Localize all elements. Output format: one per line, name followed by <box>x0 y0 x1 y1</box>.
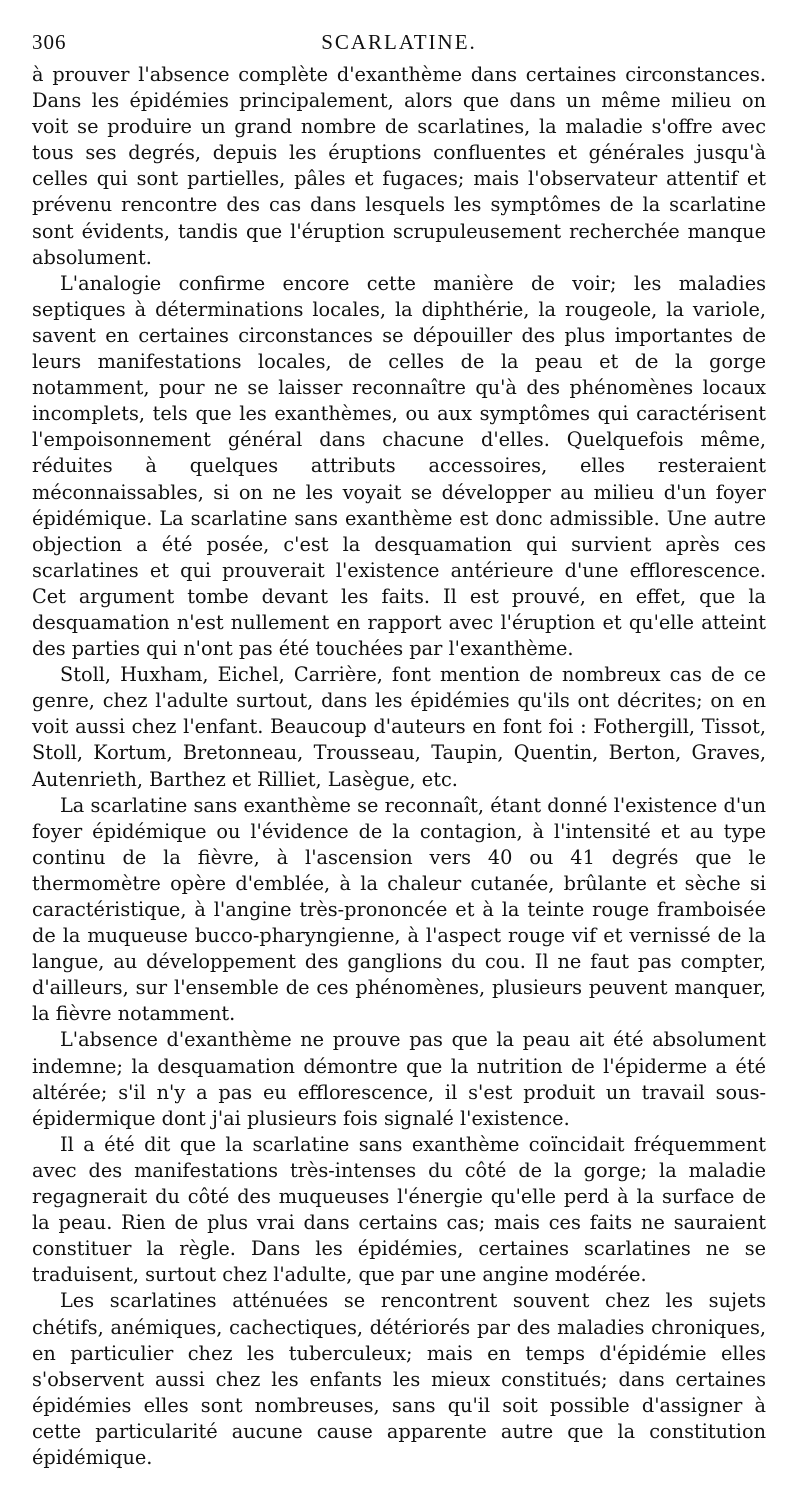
paragraph-auteurs: Stoll, Huxham, Eichel, Carrière, font mention de nombreux cas de ce genre, chez l'adulte surtout, dans les épidémies qu'ils ont décrites; on en voit aussi chez l'enfant. Beaucoup d'auteurs en font foi : Fothergill, Tissot, Stoll, Kortum, Bretonneau, Trousseau, Taupin, Quentin, Berton, Graves, Autenrieth, Barthez et Rilliet, Lasègue, etc. <box>32 663 766 791</box>
paragraph-gorge: Il a été dit que la scarlatine sans exanthème coïncidait fréquemment avec des manifestations très-intenses du côté de la gorge; la maladie regagnerait du côté des muqueuses l'énergie qu'elle perd à la surface de la peau. Rien de plus vrai dans certains cas; mais ces faits ne sauraient constituer la règle. Dans les épidémies, certaines scarlatines ne se traduisent, surtout chez l'adulte, que par une angine modérée. <box>32 1132 766 1287</box>
paragraph-attenuees: Les scarlatines atténuées se rencontrent souvent chez les sujets chétifs, anémiques, cachectiques, détériorés par des maladies chroniques, en particulier chez les tuberculeux; mais en temps d'épidémie elles s'observent aussi chez les enfants les mieux constitués; dans certaines épidémies elles sont nombreuses, sans qu'il soit possible d'assigner à cette particularité aucune cause apparente autre que la constitution épidémique. <box>32 1289 766 1469</box>
running-head <box>32 28 766 62</box>
paragraph-continuation: à prouver l'absence complète d'exanthème dans certaines circonstances. Dans les épidémies principalement, alors que dans un même milieu on voit se produire un grand nombre de scarlatines, la maladie s'offre avec tous ses degrés, depuis les éruptions confluentes et générales jusqu'à celles qui sont partielles, pâles et fugaces; mais l'observateur attentif et prévenu rencontre des cas dans lesquels les symptômes de la scarlatine sont évidents, tandis que l'éruption scrupuleusement recherchée manque absolument. <box>32 63 766 269</box>
paragraph-desquamation: L'absence d'exanthème ne prouve pas que la peau ait été absolument indemne; la desquamation démontre que la nutrition de l'épiderme a été altérée; s'il n'y a pas eu efflorescence, il s'est produit un travail sous-épidermique dont j'ai plusieurs fois signalé l'existence. <box>32 1028 766 1130</box>
body-text <box>32 62 766 1471</box>
book-page <box>32 28 766 1471</box>
page-number: 306 <box>32 30 67 54</box>
paragraph-diagnostic: La scarlatine sans exanthème se reconnaît, étant donné l'existence d'un foyer épidémique ou l'évidence de la contagion, à l'intensité et au type continu de la fièvre, à l'ascension vers 40 ou 41 degrés que le thermomètre opère d'emblée, à la chaleur cutanée, brûlante et sèche si caractéristique, à l'angine très-prononcée et à la teinte rouge framboisée de la muqueuse bucco-pharyngienne, à l'aspect rouge vif et vernissé de la langue, au développement des ganglions du cou. Il ne faut pas compter, d'ailleurs, sur l'ensemble de ces phénomènes, plusieurs peuvent manquer, la fièvre notamment. <box>32 793 766 1026</box>
running-title: SCARLATINE. <box>321 30 477 54</box>
paragraph-analogie: L'analogie confirme encore cette manière de voir; les maladies septiques à déterminations locales, la diphthérie, la rougeole, la variole, savent en certaines circonstances se dépouiller des plus importantes de leurs manifestations locales, de celles de la peau et de la gorge notamment, pour ne se laisser reconnaître qu'à des phénomènes locaux incomplets, tels que les exanthèmes, ou aux symptômes qui caractérisent l'empoisonnement général dans chacune d'elles. Quelquefois même, réduites à quelques attributs accessoires, elles resteraient méconnaissables, si on ne les voyait se développer au milieu d'un foyer épidémique. La scarlatine sans exanthème est donc admissible. Une autre objection a été posée, c'est la desquamation qui survient après ces scarlatines et qui prouverait l'existence antérieure d'une efflorescence. Cet argument tombe devant les faits. Il est prouvé, en effet, que la desquamation n'est nullement en rapport avec l'éruption et qu'elle atteint des parties qui n'ont pas été touchées par l'exanthème. <box>32 271 766 661</box>
